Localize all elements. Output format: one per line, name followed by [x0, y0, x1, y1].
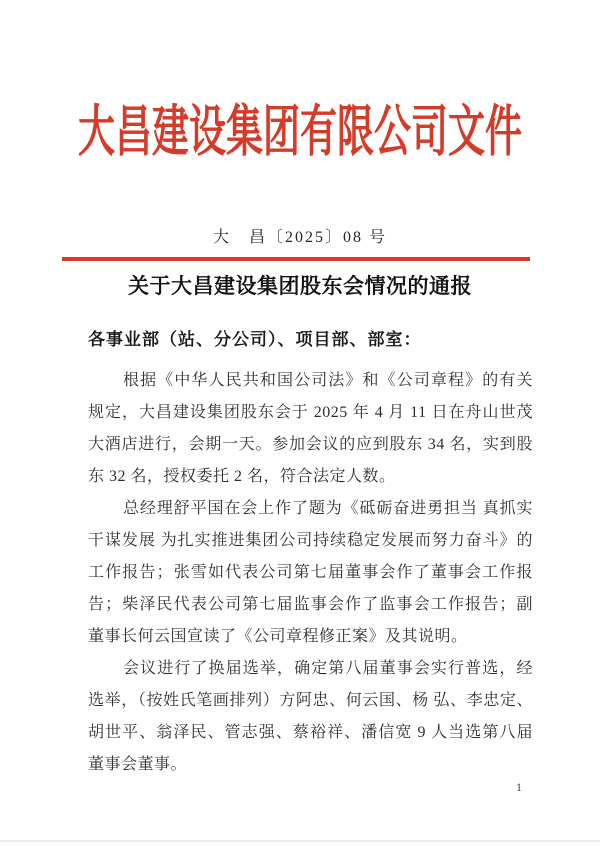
letterhead-text: 大昌建设集团有限公司文件 [78, 102, 522, 164]
body-paragraph-3: 会议进行了换届选举，确定第八届董事会实行普选，经选举，（按姓氏笔画排列）方阿忠、何云国、杨 弘、李忠定、胡世平、翁泽民、管志强、蔡裕祥、潘信宽 9 人当选第八届董事会董事。 [88, 660, 533, 773]
body-paragraph-2: 总经理舒平国在会上作了题为《砥砺奋进勇担当 真抓实干谋发展 为扎实推进集团公司持续稳定发展而努力奋斗》的工作报告；张雪如代表公司第七届董事会作了董事会工作报告；柴泽民代表公司第七届监事会作了监事会工作报告；副董事长何云国宣读了《公司章程修正案》及其说明。 [88, 500, 533, 645]
scan-edge-line [0, 840, 600, 842]
page-number: 1 [516, 780, 522, 794]
body-paragraph-1: 根据《中华人民共和国公司法》和《公司章程》的有关规定，大昌建设集团股东会于 2025 年 4 月 11 日在舟山世茂大酒店进行，会期一天。参加会议的应到股东 34 名，实到股东 32 名，授权委托 2 名，符合法定人数。 [88, 372, 533, 485]
document-title: 关于大昌建设集团股东会情况的通报 [128, 274, 472, 298]
salutation-line: 各事业部（站、分公司）、项目部、部室： [88, 330, 422, 349]
document-body [88, 365, 533, 781]
document-letterhead [0, 102, 600, 164]
red-separator-line [62, 257, 530, 261]
document-number: 大 昌〔2025〕08 号 [212, 229, 387, 246]
